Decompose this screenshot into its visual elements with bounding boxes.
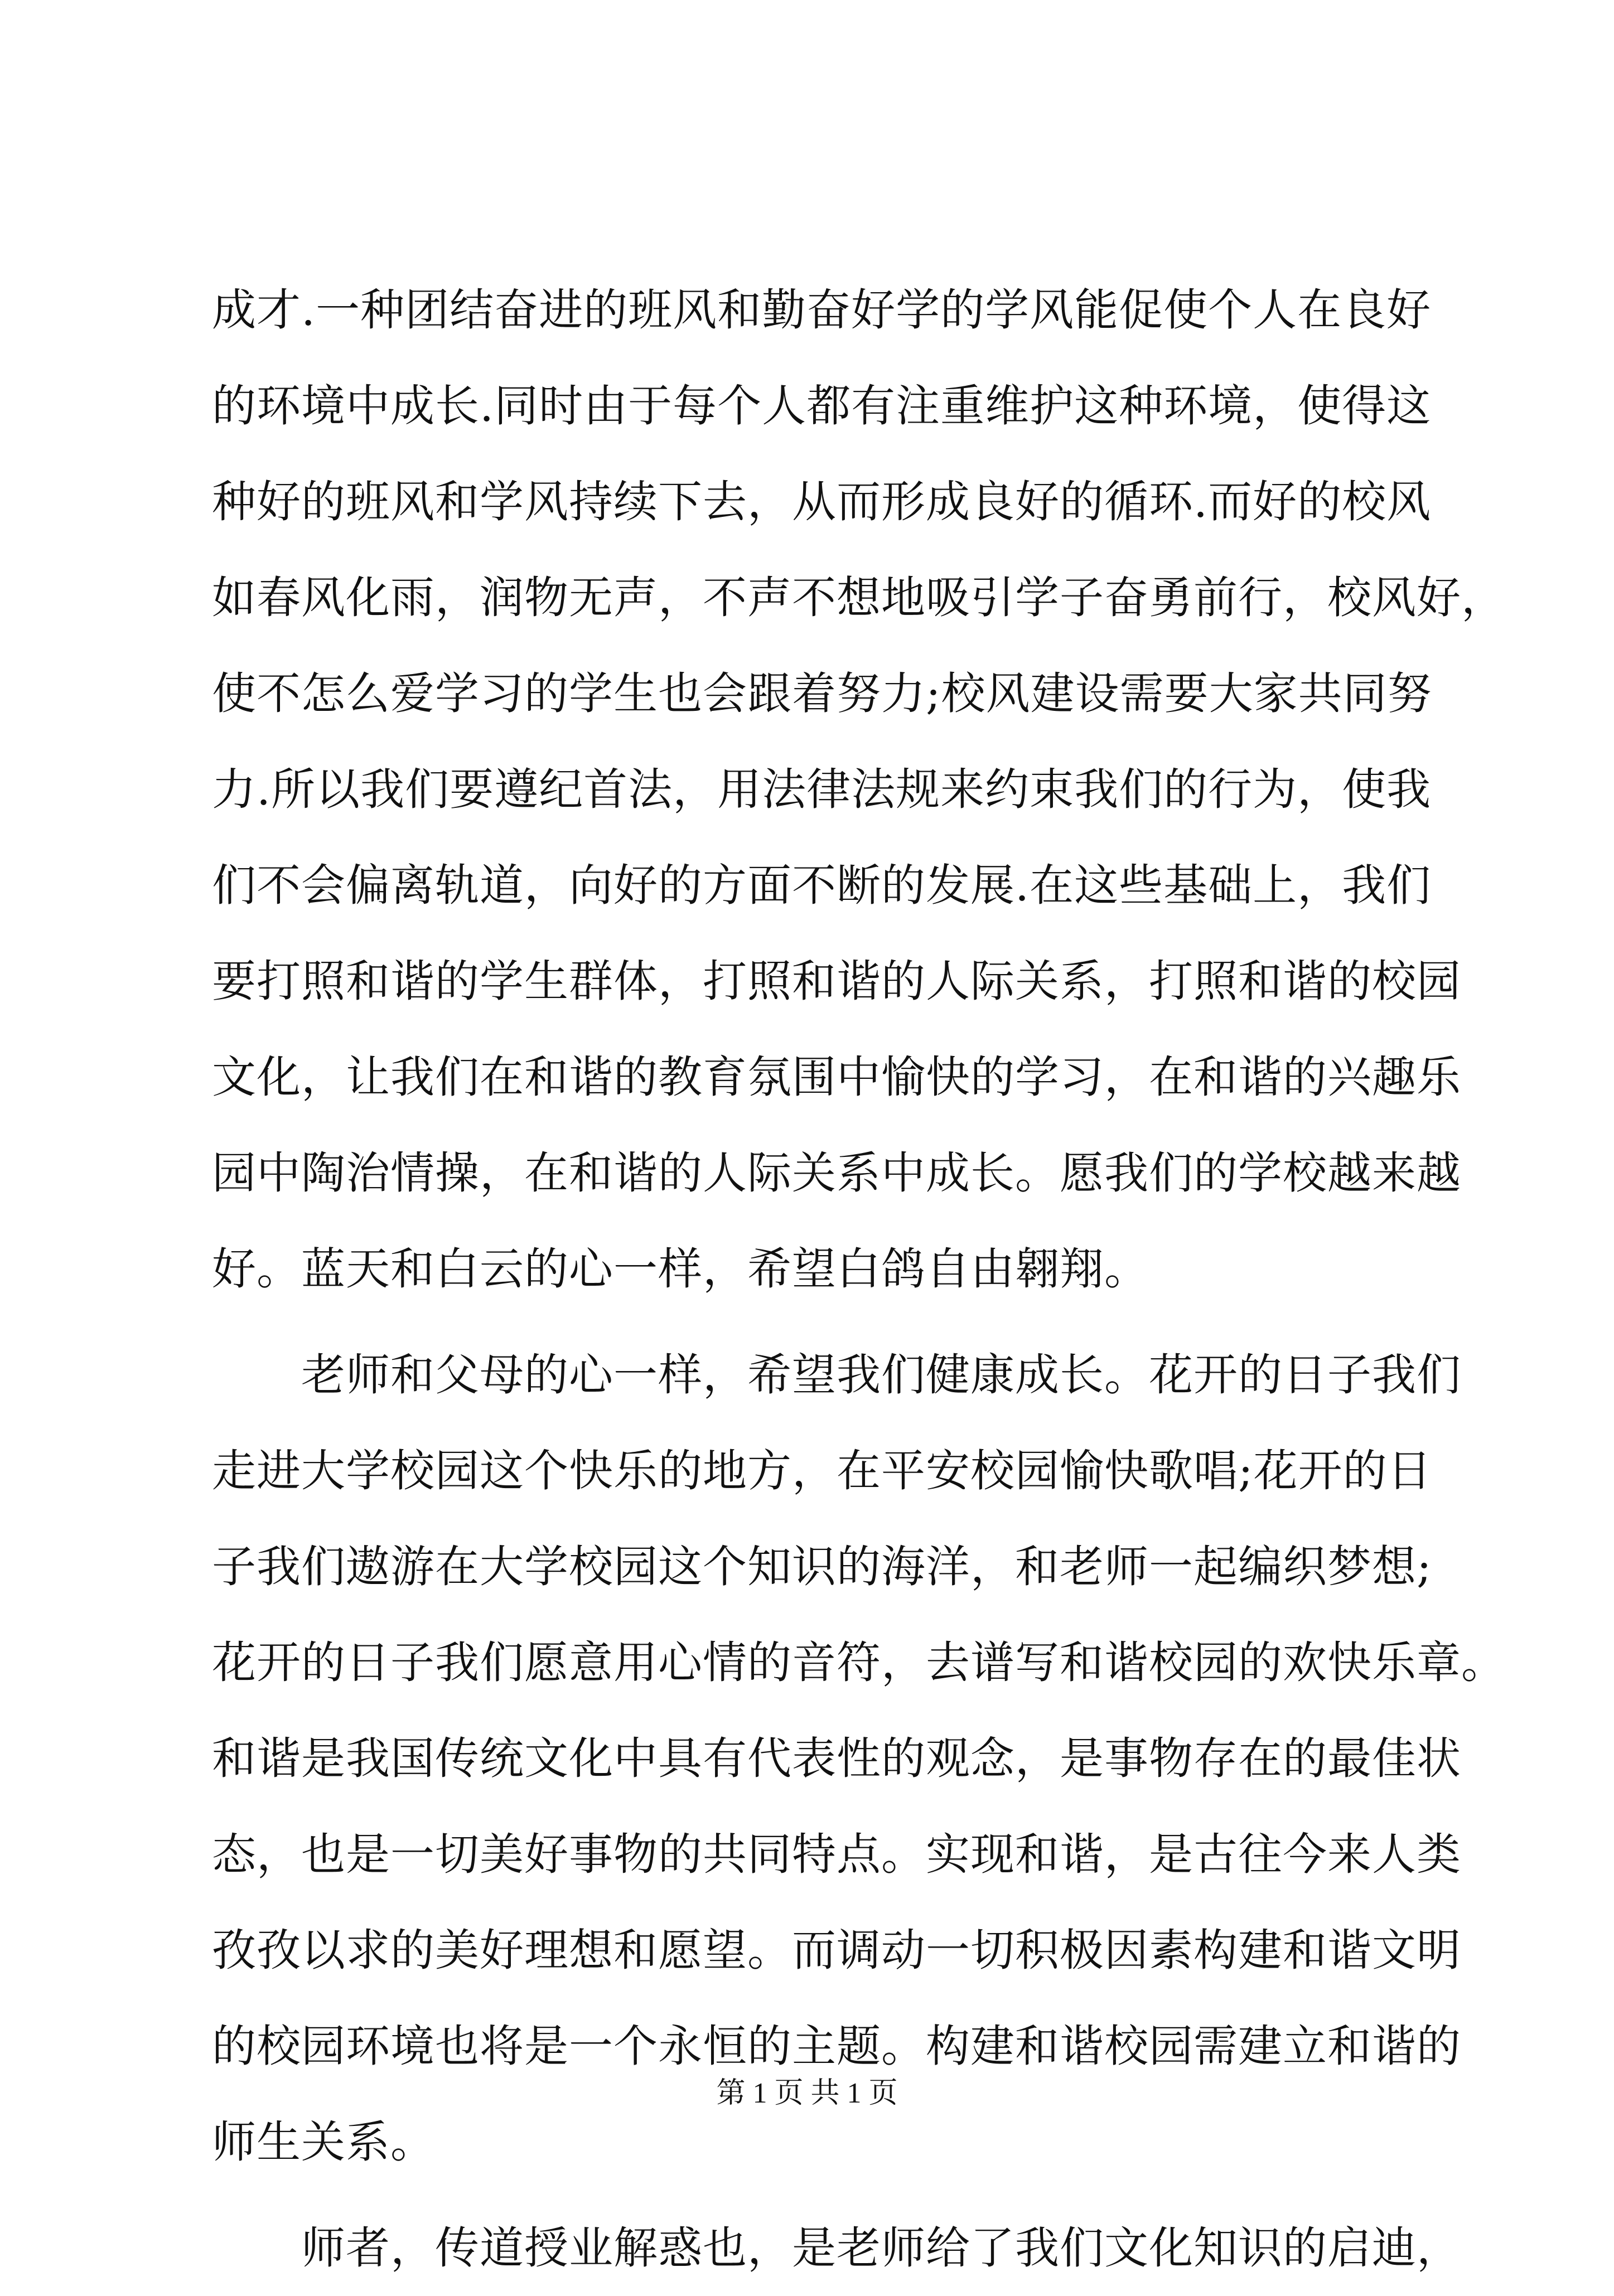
text-line: 们不会偏离轨道，向好的方面不断的发展.在这些基础上，我们: [212, 860, 1432, 911]
text-line: 如春风化雨，润物无声，不声不想地吸引学子奋勇前行，校风好，: [212, 572, 1506, 623]
text-line: 师生关系。: [212, 2116, 435, 2168]
text-line: 态，也是一切美好事物的共同特点。实现和谐，是古往今来人类: [212, 1829, 1461, 1880]
text-line: 好。蓝天和白云的心一样，希望白鸽自由翱翔。: [212, 1243, 1149, 1295]
text-line: 花开的日子我们愿意用心情的音符，去谱写和谐校园的欢快乐章。: [212, 1637, 1506, 1688]
text-line: 使不怎么爱学习的学生也会跟着努力;校风建设需要大家共同努: [212, 668, 1432, 719]
text-line: 走进大学校园这个快乐的地方，在平安校园愉快歌唱;花开的日: [212, 1445, 1432, 1496]
text-line: 的环境中成长.同时由于每个人都有注重维护这种环境，使得这: [212, 380, 1432, 432]
text-line: 要打照和谐的学生群体，打照和谐的人际关系，打照和谐的校园: [212, 956, 1461, 1007]
paragraph-start-line: 老师和父母的心一样，希望我们健康成长。花开的日子我们: [301, 1349, 1461, 1401]
text-line: 子我们遨游在大学校园这个知识的海洋，和老师一起编织梦想;: [212, 1541, 1432, 1592]
document-body: [212, 262, 1506, 2296]
text-line: 成才.一种团结奋进的班风和勤奋好学的学风能促使个人在良好: [212, 284, 1432, 336]
text-line: 种好的班风和学风持续下去，从而形成良好的循环.而好的校风: [212, 476, 1432, 527]
text-line: 孜孜以求的美好理想和愿望。而调动一切积极因素构建和谐文明: [212, 1925, 1461, 1976]
text-line: 园中陶治情操，在和谐的人际关系中成长。愿我们的学校越来越: [212, 1147, 1461, 1199]
text-line: 和谐是我国传统文化中具有代表性的观念，是事物存在的最佳状: [212, 1733, 1461, 1784]
text-line: 力.所以我们要遵纪首法，用法律法规来约束我们的行为，使我: [212, 764, 1432, 815]
text-line: 的校园环境也将是一个永恒的主题。构建和谐校园需建立和谐的: [212, 2021, 1461, 2072]
page-number-footer: 第 1 页 共 1 页: [716, 2077, 898, 2109]
text-line: 文化，让我们在和谐的教育氛围中愉快的学习，在和谐的兴趣乐: [212, 1052, 1461, 1103]
paragraph-start-line: 师者，传道授业解惑也，是老师给了我们文化知识的启迪，: [301, 2222, 1461, 2274]
